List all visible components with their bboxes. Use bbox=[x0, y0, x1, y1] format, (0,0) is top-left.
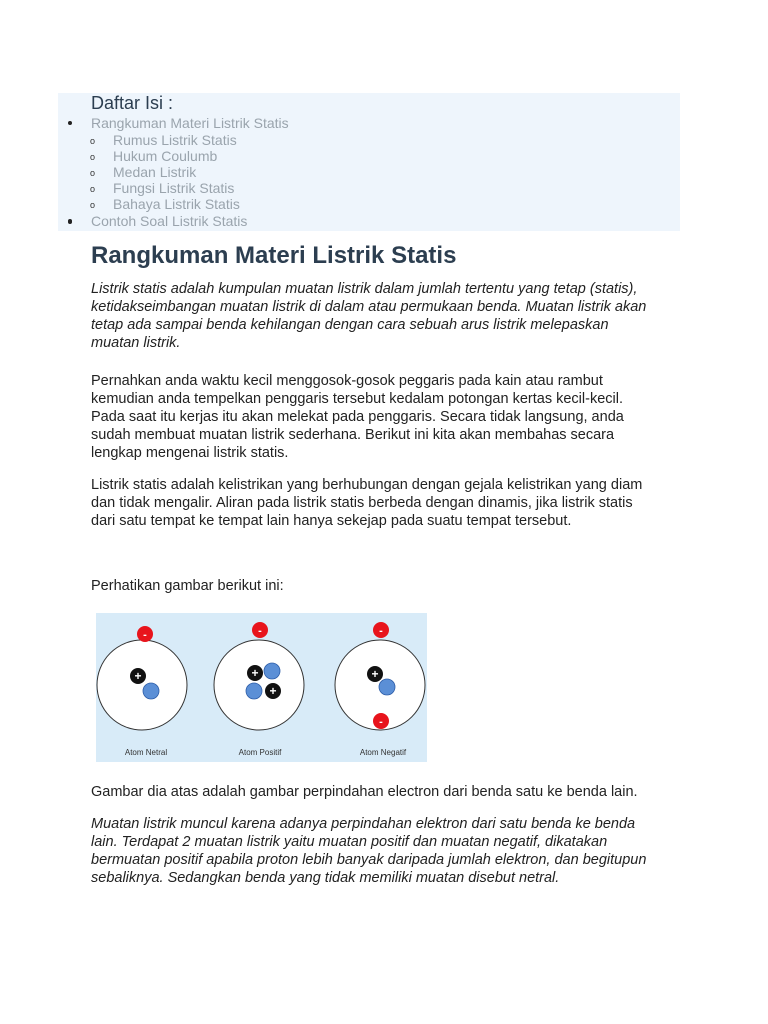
paragraph-figure-intro bbox=[91, 577, 691, 595]
plus-sign: + bbox=[251, 666, 259, 680]
bullet-dot-icon bbox=[68, 219, 72, 223]
plus-sign: + bbox=[134, 669, 142, 683]
text-line: sebaliknya. Sedangkan benda yang tidak memiliki muatan disebut netral. bbox=[91, 870, 560, 886]
bullet-circle-icon: o bbox=[90, 136, 96, 146]
plus-sign: + bbox=[371, 667, 379, 681]
neutron-icon bbox=[264, 663, 280, 679]
text-line: dan tidak mengalir. Aliran pada listrik statis berbeda dengan dinamis, jika listrik statis bbox=[91, 495, 633, 511]
bullet-circle-icon: o bbox=[90, 152, 96, 162]
text-line: dari satu tempat ke tempat lain hanya sekejap pada suatu tempat tersebut. bbox=[91, 513, 572, 529]
text-line: Listrik statis adalah kelistrikan yang berhubungan dengan gejala kelistrikan yang diam bbox=[91, 477, 643, 493]
toc-title: Daftar Isi : bbox=[91, 93, 174, 113]
bullet-circle-icon: o bbox=[90, 168, 96, 178]
toc-link-medan-listrik[interactable]: Medan Listrik bbox=[113, 164, 197, 180]
toc-link-hukum-coulumb[interactable]: Hukum Coulumb bbox=[113, 148, 218, 164]
toc-link-fungsi[interactable]: Fungsi Listrik Statis bbox=[113, 180, 235, 196]
table-of-contents bbox=[58, 93, 680, 231]
text-line: Pernahkan anda waktu kecil menggosok-gosok peggaris pada kain atau rambut bbox=[91, 373, 603, 389]
toc-link-rangkuman[interactable]: Rangkuman Materi Listrik Statis bbox=[91, 115, 289, 131]
text-line: lain. Terdapat 2 muatan listrik yaitu muatan positif dan muatan negatif, dikatakan bbox=[91, 834, 608, 850]
text-line: sudah membuat muatan listrik sederhana. Berikut ini kita akan membahas secara bbox=[91, 427, 615, 443]
text-line: tetap ada sampai benda kehilangan dengan cara sebuah arus listrik melepaskan bbox=[91, 317, 609, 333]
text-line: Perhatikan gambar berikut ini: bbox=[91, 578, 284, 594]
paragraph-definition bbox=[91, 280, 691, 352]
paragraph-explanation bbox=[91, 476, 691, 530]
neutron-icon bbox=[246, 683, 262, 699]
atom-diagram bbox=[96, 613, 427, 762]
toc-link-rumus[interactable]: Rumus Listrik Statis bbox=[113, 132, 237, 148]
paragraph-charge-explanation bbox=[91, 815, 691, 887]
paragraph-intro bbox=[91, 372, 691, 462]
text-line: bermuatan positif apabila proton lebih banyak daripada jumlah elektron, dan begitupun bbox=[91, 852, 647, 868]
minus-sign: - bbox=[379, 625, 383, 637]
toc-link-contoh-soal[interactable]: Contoh Soal Listrik Statis bbox=[91, 213, 248, 229]
text-line: Muatan listrik muncul karena adanya perpindahan elektron dari satu benda ke benda bbox=[91, 816, 636, 832]
paragraph-figure-caption bbox=[91, 783, 691, 801]
text-line: muatan listrik. bbox=[91, 335, 181, 351]
page-title: Rangkuman Materi Listrik Statis bbox=[91, 242, 457, 269]
minus-sign: - bbox=[143, 629, 147, 641]
atom-negatif-label: Atom Negatif bbox=[359, 748, 407, 757]
minus-sign: - bbox=[258, 625, 262, 637]
neutron-icon bbox=[143, 683, 159, 699]
toc-link-bahaya[interactable]: Bahaya Listrik Statis bbox=[113, 196, 240, 212]
text-line: lengkap mengenai listrik statis. bbox=[91, 445, 289, 461]
text-line: Listrik statis adalah kumpulan muatan listrik dalam jumlah tertentu yang tetap (statis), bbox=[91, 281, 638, 297]
plus-sign: + bbox=[269, 684, 277, 698]
text-line: ketidakseimbangan muatan listrik di dalam atau permukaan benda. Muatan listrik akan bbox=[91, 299, 647, 315]
atom-positif-label: Atom Positif bbox=[238, 748, 282, 757]
bullet-circle-icon: o bbox=[90, 200, 96, 210]
atom-figure bbox=[96, 613, 427, 762]
bullet-dot-icon bbox=[68, 121, 72, 125]
text-line: Gambar dia atas adalah gambar perpindahan electron dari benda satu ke benda lain. bbox=[91, 784, 638, 800]
text-line: kemudian anda tempelkan penggaris tersebut kedalam potongan kertas kecil-kecil. bbox=[91, 391, 623, 407]
neutron-icon bbox=[379, 679, 395, 695]
atom-netral-label: Atom Netral bbox=[124, 748, 168, 757]
bullet-circle-icon: o bbox=[90, 184, 96, 194]
text-line: Pada saat itu kerjas itu akan melekat pada penggaris. Secara tidak langsung, anda bbox=[91, 409, 624, 425]
atom-netral-orbit bbox=[97, 640, 187, 730]
minus-sign: - bbox=[379, 716, 383, 728]
